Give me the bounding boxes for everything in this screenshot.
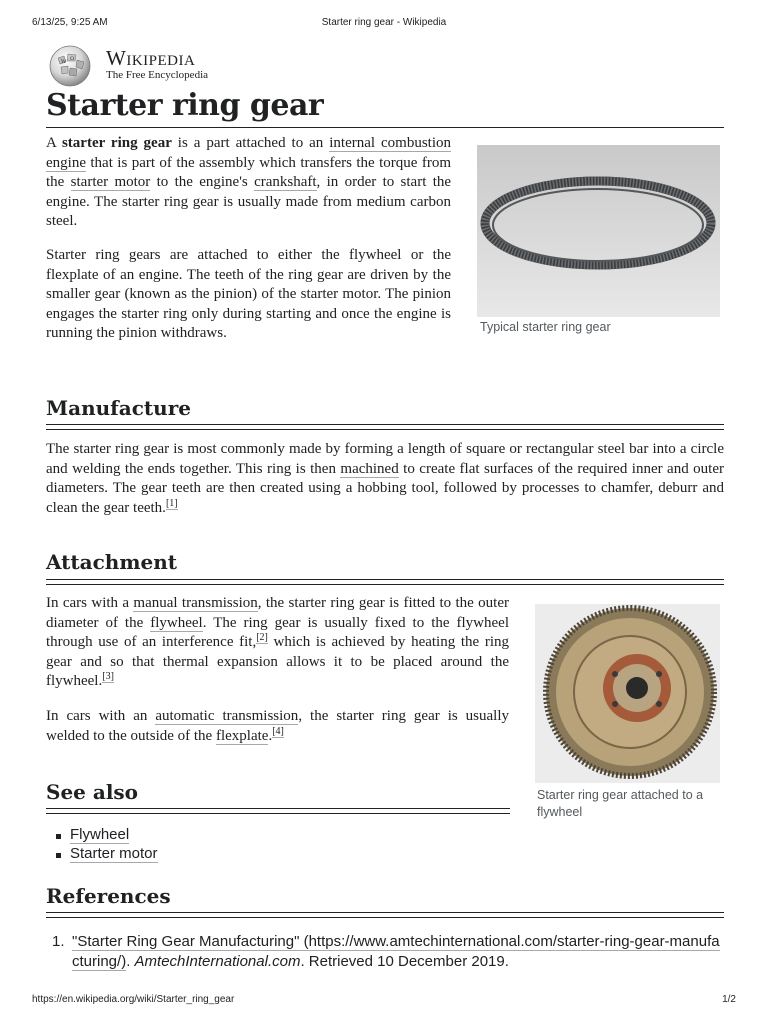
list-item <box>52 845 158 862</box>
see-also-list <box>52 826 158 864</box>
print-footer-url: https://en.wikipedia.org/wiki/Starter_ring_gear <box>32 994 235 1005</box>
link-automatic-transmission[interactable]: automatic transmission <box>155 708 299 724</box>
print-header-title: Starter ring gear - Wikipedia <box>321 17 447 28</box>
brand-name: Wikipedia <box>106 46 196 70</box>
print-header-datetime: 6/13/25, 9:25 AM <box>32 17 108 28</box>
intro-paragraph-2: Starter ring gears are attached to either the flywheel or the flexplate of an engine. The teeth of the ring gear are driven by the smaller gear (known as the pinion) of the starter motor. The pinion engages the starter ring only during starting and once the engine is running the pinion withdraws. <box>46 247 451 341</box>
link-see-also-starter-motor[interactable]: Starter motor <box>70 845 158 862</box>
reference-link-3[interactable]: [3] <box>102 671 114 682</box>
reference-item: "Starter Ring Gear Manufacturing" (https://www.amtechinternational.com/starter-ring-gear-manufacturing/). AmtechInternational.com. Retrieved 10 December 2019. <box>72 933 720 970</box>
term-bold: starter ring gear <box>61 135 172 151</box>
link-flywheel[interactable]: flywheel <box>150 614 203 631</box>
reference-link-1[interactable]: [1] <box>165 497 178 509</box>
link-manual-transmission[interactable]: manual transmission <box>133 595 258 611</box>
link-crankshaft[interactable]: crankshaft <box>254 174 317 190</box>
manufacture-paragraph: The starter ring gear is most commonly made by forming a length of square or rectangular steel bar into a circle and welding the ends together. This ring is then machined to create flat surfaces of the required inner and outer diameters. The gear teeth are then created using a hobbing tool, followed by processes to chamfer, deburr and clean the gear teeth.[1] <box>46 441 724 516</box>
reference-link-4[interactable]: [4] <box>272 725 284 737</box>
section-heading-manufacture: Manufacture <box>46 396 191 420</box>
section-heading-references: References <box>46 884 171 908</box>
references-list <box>52 932 724 971</box>
link-machined[interactable]: machined <box>340 460 399 477</box>
reference-link-external[interactable]: "Starter Ring Gear Manufacturing" (https://www.amtechinternational.com/starter-ring-gear-manufacturing/) <box>72 933 720 970</box>
wikipedia-globe-icon[interactable] <box>46 44 96 88</box>
link-starter-motor[interactable]: starter motor <box>70 174 151 190</box>
link-flexplate[interactable]: flexplate <box>215 727 269 744</box>
list-item <box>52 826 158 843</box>
svg-text:W: W <box>61 59 67 65</box>
attachment-paragraph-2: In cars with an automatic transmission, the starter ring gear is usually welded to the outside of the flexplate.[4] <box>46 708 509 744</box>
flywheel-image[interactable] <box>535 604 720 783</box>
section-heading-see-also: See also <box>46 780 139 804</box>
title-divider <box>46 127 724 128</box>
page-title: Starter ring gear <box>46 88 324 123</box>
link-see-also-flywheel[interactable]: Flywheel <box>70 826 130 843</box>
brand[interactable] <box>106 46 208 81</box>
brand-tagline: The Free Encyclopedia <box>106 69 209 81</box>
section-divider <box>46 424 724 430</box>
reference-site: AmtechInternational.com <box>134 952 301 970</box>
section-divider <box>46 808 510 814</box>
section-heading-attachment: Attachment <box>46 550 177 574</box>
reference-link-2[interactable]: [2] <box>256 632 268 643</box>
figure-caption-1: Typical starter ring gear <box>480 320 611 334</box>
section-divider <box>46 579 724 585</box>
attachment-paragraph-1: In cars with a manual transmission, the starter ring gear is fitted to the outer diameter of the flywheel. The ring gear is usually fixed to the flywheel through use of an interference fit,[2] which is achieved by heating the ring gear and so that thermal expansion allows it to be placed around the flywheel.[3] <box>46 595 509 689</box>
figure-caption-2: Starter ring gear attached to a flywheel <box>537 788 704 819</box>
ring-gear-image[interactable] <box>477 145 720 317</box>
print-footer-page: 1/2 <box>722 994 736 1005</box>
link-internal-combustion-engine[interactable]: internal combustion engine <box>46 135 452 171</box>
section-divider <box>46 912 724 918</box>
reference-number: 1. <box>52 933 65 950</box>
intro-paragraph-1: A starter ring gear is a part attached to an internal combustion engine that is part of the assembly which transfers the torque from the starter motor to the engine's crankshaft, in order to start the engine. The starter ring gear is usually made from medium carbon steel. <box>46 135 452 229</box>
svg-text:Ω: Ω <box>70 56 75 62</box>
